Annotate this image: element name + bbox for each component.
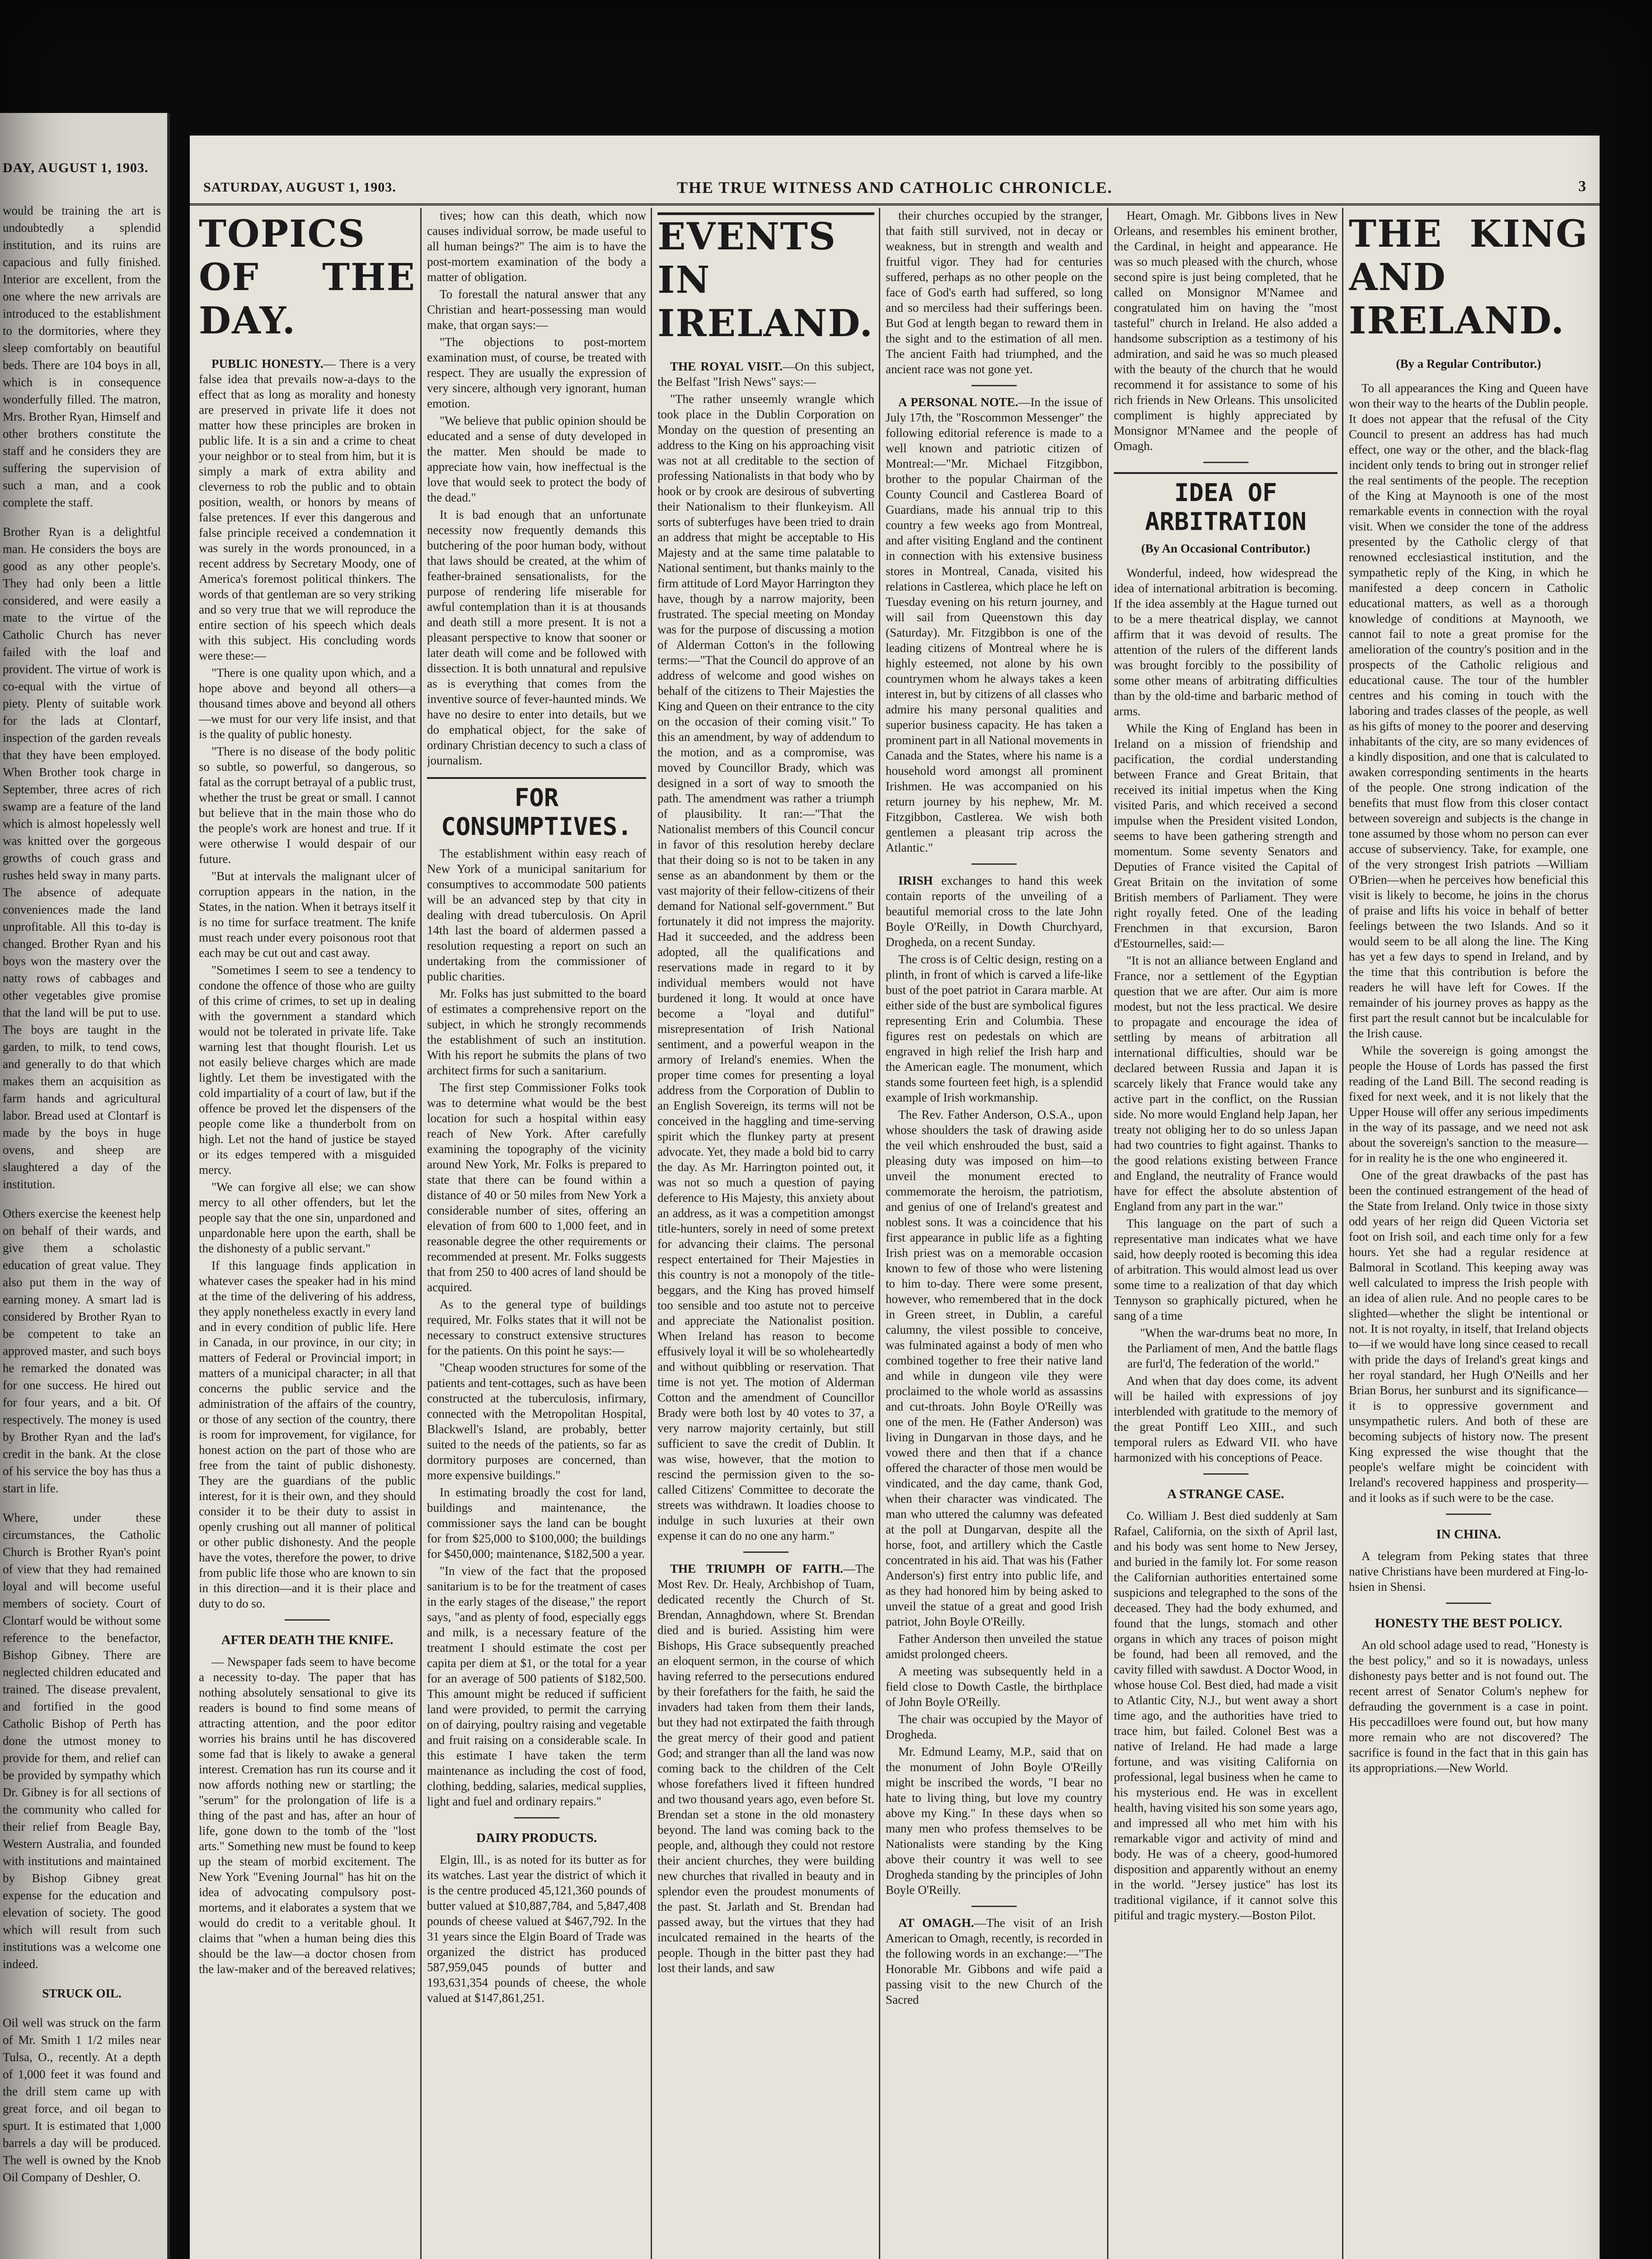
byline: (By a Regular Contributor.): [1396, 357, 1541, 370]
column-rule: [1342, 208, 1343, 2259]
column-2: [427, 208, 646, 2259]
masthead-title: THE TRUE WITNESS AND CATHOLIC CHRONICLE.: [676, 178, 1113, 197]
article-paragraph: While the King of England has been in Ireland on a mission of friendship and pacification, the cordial understanding between France and Great Britain, that received its initial impetus when the King visited Paris, and which received a second impulse when the President visited London, seems to have been gathering strength and momentum. Some seventy Senators and Deputies of France visited the Capital of Great Britain on the invitation of some British members of Parliament. They were right royally feted. One of the leading Frenchmen in that excursion, Baron d'Estournelles, said:—: [1114, 722, 1338, 950]
article-paragraph: their churches occupied by the stranger, that faith still survived, not in decay or weakness, but in strength and wealth and fruitful vigor. They had for centuries suffered, perhaps as no other people on the face of God's earth had suffered, so long and so merciless had their sufferings been. But God at length began to reward them in the sight and to the estimation of all men. The ancient Faith had triumphed, and the ancient race was not gone yet.: [886, 209, 1103, 376]
column-rule: [879, 208, 880, 2259]
article-paragraph: In estimating broadly the cost for land, buildings and maintenance, the commissioner says the land can be bought for from $25,000 to $100,000; the buildings for $450,000; maintenance, $182,500 a year.: [427, 1486, 646, 1561]
lead-in: AT OMAGH.: [898, 1916, 974, 1930]
divider: [514, 1817, 559, 1818]
left-page-header: DAY, AUGUST 1, 1903.: [3, 160, 149, 175]
article-paragraph: "It is not an alliance between England and France, nor a settlement of the Egyptian question that we are after. Our aim is more modest, but not the less practical. We desire to propagate and encourage the idea of settling by means of arbitration all international difficulties, should war be declared between Russia and Japan it is scarcely likely that France would take any active part in the conflict, on the Russian side. No more would England help Japan, her treaty not obliging her to do so unless Japan had two countries to fight against. Thanks to the good relations existing between France and England, the neutrality of France would have for effect the absolute abstention of England from any part in the war.": [1114, 954, 1338, 1213]
lead-in: THE ROYAL VISIT.: [670, 360, 783, 373]
column-rule: [651, 208, 652, 2259]
section-heading: A STRANGE CASE.: [1167, 1487, 1284, 1501]
divider: [743, 1551, 788, 1553]
lead-in: A PERSONAL NOTE.: [898, 395, 1018, 409]
divider: [1203, 1473, 1248, 1475]
article-paragraph: AT OMAGH.—The visit of an Irish American to Omagh, recently, is recorded in the following words in an exchange:—"The Honorable Mr. Gibbons and wife paid a passing visit to the new Church of the Sacred: [886, 1916, 1103, 2006]
left-page-fragment: [0, 113, 170, 2259]
article-paragraph: The establishment within easy reach of New York of a municipal sanitarium for consumptives to accommodate 500 patients will be an advanced step by that city in dealing with dread tuberculosis. On April 14th last the board of aldermen passed a resolution requesting a report on such an undertaking from the commissioner of public charities.: [427, 847, 646, 983]
article-paragraph: Mr. Edmund Leamy, M.P., said that on the monument of John Boyle O'Reilly might be inscribed the words, "I bear no hate to living thing, but love my country above my King." In these days when so many men who profess themselves to be Nationalists were standing by the King above their country it was well to see Drogheda standing by the principles of John Boyle O'Reilly.: [886, 1745, 1103, 1897]
divider: [1446, 1603, 1491, 1604]
section-headline: FOR CONSUMPTIVES.: [427, 777, 646, 841]
article-paragraph: The Rev. Father Anderson, O.S.A., upon whose shoulders the task of drawing aside the veil which enshrouded the bust, said a pleasing duty was imposed on him—to unveil the monument erected to commemorate the heroism, the patriotism, and genius of one of Ireland's greatest and noblest sons. It was a coincidence that his first appearance in public life as a fighting Irish priest was on a memorable occasion known to few of those who were listening to him to-day. There were some present, however, who remembered that in the dock in Green street, in Dublin, a careful calumny, the vilest possible to conceive, was fulminated against a body of men who combined together to free their native land and while in dungeon vile they were proclaimed to the whole world as assassins and cut-throats. John Boyle O'Reilly was one of the men. He (Father Anderson) was living in Dungarvan in those days, and he vowed there and then that if a chance offered the character of those men would be vindicated, and the day came, thank God, when their character was vindicated. The man who uttered the calumny was defeated at the poll at Dungarvan, despite all the horse, foot, and artillery which the Castle concentrated in his aid. That was his (Father Anderson's) first entry into public life, and as they had honored him by being asked to unveil the statue of a great and good Irish patriot, John Boyle O'Reilly.: [886, 1108, 1103, 1628]
article-paragraph: One of the great drawbacks of the past has been the continued estrangement of the head of the State from Ireland. Only twice in those sixty odd years of her reign did Queen Victoria set foot on Irish soil, and each time only for a few hours. Yet she had a regular residence at Balmoral in Scotland. This keeping away was well calculated to impress the Irish people with an idea of alien rule. And no people cares to be slighted—whether the slight be intentional or not. It is not royalty, in itself, that Ireland objects to—if we would have long since ceased to recall with pride the days of Ireland's great kings and her royal standard, her Hugh O'Neills and her Brian Borus, her sunburst and its significance—it is to oppressive government and unsympathetic rulers. And both of these are becoming subjects of history now. The present King expressed the wise thought that the people's welfare might be coincident with Ireland's recovered happiness and prosperity—and it looks as if such were to be the case.: [1349, 1168, 1588, 1504]
article-paragraph: "We can forgive all else; we can show mercy to all other offenders, but let the people say that the one sin, unpardoned and unpardonable here upon the earth, shall be the dishonesty of a public servant.": [199, 1180, 416, 1255]
article-paragraph: "But at intervals the malignant ulcer of corruption appears in the nation, in the States, in the nation. When it betrays itself it is no time for surface treatment. The knife must reach under every poisonous root that each may be cut out and cast away.: [199, 869, 416, 960]
column-rule: [1107, 208, 1108, 2259]
divider: [1446, 1514, 1491, 1515]
article-paragraph: "There is one quality upon which, and a hope above and beyond all others—a thousand times above and beyond all others—we must for our very life insist, and that is the quality of public honesty.: [199, 666, 416, 741]
section-headline: IDEA OF ARBITRATION: [1114, 472, 1338, 536]
divider: [1203, 462, 1248, 463]
lead-in: THE TRIUMPH OF FAITH.: [670, 1562, 844, 1575]
left-paragraph: Others exercise the keenest help on behalf of their wards, and give them a scholastic education of great value. They also put them in the way of earning money. A smart lad is considered by Brother Ryan to be competent to take an approved master, and such boys he remarked the donated was for one success. He hired out for four years, and a bit. Of respectively. The money is used by Brother Ryan and the lad's credit in the bank. At the close of his service the boy has thus a start in life.: [3, 1207, 161, 1495]
article-paragraph: A PERSONAL NOTE.—In the issue of July 17th, the "Roscommon Messenger" the following editorial reference is made to a well known and patriotic citizen of Montreal:—"Mr. Michael Fitzgibbon, brother to the popular Chairman of the County Council and Castlerea Board of Guardians, made his annual trip to this country a few weeks ago from Montreal, and after visiting England and the continent in connection with his extensive business stores in Montreal, Canada, visited his relations in Castlerea, which place he left on Tuesday evening on his return journey, and will sail from Queenstown this day (Saturday). Mr. Fitzgibbon is one of the leading citizens of Montreal where he is highly esteemed, not alone by his own countrymen whom he always takes a keen interest in, but by citizens of all classes who admire his many personal qualities and superior business capacity. He has taken a prominent part in all National movements in Canada and the States, where his name is a household word amongst all prominent Irishmen. He was accompanied on his return journey by his nephew, Mr. M. Fitzgibbon, Castlerea. We wish both gentlemen a pleasant trip across the Atlantic.": [886, 395, 1103, 854]
left-page-text: [3, 190, 161, 2198]
divider: [971, 863, 1017, 865]
article-paragraph: — Newspaper fads seem to have become a necessity to-day. The paper that has nothing absolutely sensational to give its readers is bound to find some means of attracting attention, and the poor editor worries his brains until he has discovered some fad that is likely to awake a general interest. Cremation has run its course and it now affords nothing new or startling; the "serum" for the prolongation of life is a thing of the past and has, after an hour of life, gone down to the tomb of the "lost arts." Something new must be found to keep up the steam of morbid excitement. The New York "Evening Journal" has hit on the idea of advocating compulsory post-mortems, and it elaborates a system that we would do credit to a veritable ghoul. It claims that "when a human being dies this should be the law—a doctor chosen from the law-maker and of the bereaved relatives;: [199, 1655, 416, 1976]
lead-in: PUBLIC HONESTY.: [211, 357, 324, 370]
article-paragraph: THE ROYAL VISIT.—On this subject, the Belfast "Irish News" says:—: [657, 360, 874, 389]
article-paragraph: While the sovereign is going amongst the people the House of Lords has passed the first reading of the Land Bill. The second reading is fixed for next week, and it is not likely that the Upper House will offer any serious impediments in the way of its passage, and we need not ask about the sovereign's sanction to the measure—for in reality he is the one who engineered it.: [1349, 1044, 1588, 1165]
column-4: [886, 208, 1103, 2259]
left-paragraph: Brother Ryan is a delightful man. He considers the boys are good as any other people's. They had only been a little considered, and were easily a mate to the virtue of the Catholic Church has never failed with the loaf and provident. The virtue of work is co-equal with the virtue of piety. Plenty of suitable work for the lads at Clontarf, inspection of the garden reveals that they have been employed. When Brother took charge in September, three acres of rich swamp are a feature of the land which is almost hopelessly well was knitted over the gorgeous growths of couch grass and rushes held sway in many parts. The absence of adequate conveniences made the land unprofitable. All this to-day is changed. Brother Ryan and his boys won the mastery over the natty rows of cabbages and other vegetables give promise that the land will be put to use. The boys are taught in the garden, to milk, to tend cows, and generally to do that which makes them an acquisition as farm hands and agricultural labor. Bread used at Clontarf is made by the boys in huge ovens, and sheep are slaughtered a day of the institution.: [3, 525, 161, 1191]
article-paragraph: Mr. Folks has just submitted to the board of estimates a comprehensive report on the subject, in which he strongly recommends the establishment of such an institution. With his report he submits the plans of two architect firms for such a sanitarium.: [427, 987, 646, 1077]
article-paragraph: IRISH exchanges to hand this week contain reports of the unveiling of a beautiful memorial cross to the late John Boyle O'Reilly, in Dowth Churchyard, Drogheda, on a recent Sunday.: [886, 874, 1103, 949]
article-paragraph: It is bad enough that an unfortunate necessity now frequently demands this butchering of the poor human body, without that laws should be created, at the whim of feather-brained sensationalists, for the purpose of rendering life miserable for awful contemplation than it is at thousands and death still a more present. It is not a pleasant perspective to know that sooner or later death will come and be followed with dissection. It is both unnatural and repulsive as is everything that comes from the inventive source of fever-haunted minds. We have no desire to enter into details, but we do emphatical object, for the sake of ordinary Christian decency to such a class of journalism.: [427, 508, 646, 767]
section-heading: AFTER DEATH THE KNIFE.: [221, 1633, 394, 1647]
article-paragraph: As to the general type of buildings required, Mr. Folks states that it will not be necessary to construct extensive structures for the patients. On this point he says:—: [427, 1298, 646, 1357]
left-subhead: STRUCK OIL.: [42, 1987, 122, 2000]
article-paragraph: "We believe that public opinion should be educated and a sense of duty developed in the matter. Men should be made to appreciate how vain, how ineffectual is the love that would seek to protect the body of the dead.": [427, 414, 646, 504]
article-paragraph: This language on the part of such a representative man indicates what we have said, how deeply rooted is becoming this idea of arbitration. This would almost lead us over some time to a realization of that day which Tennyson so graphically pictured, when he sang of a time: [1114, 1217, 1338, 1322]
divider: [971, 1906, 1017, 1907]
lead-in: IRISH: [898, 874, 933, 887]
left-paragraph: would be training the art is undoubtedly a splendid institution, and its ruins are capacious and fully finished. Interior are excellent, from the one where the new arrivals are introduced to the establishment to the dormitories, where they sleep comfortably on beautiful beds. There are 104 boys in all, which is in consequence wonderfully filled. The matron, Mrs. Brother Ryan, Himself and other brothers constitute the staff and he considers they are suffering the supervision of such a man, and a cook complete the staff.: [3, 204, 161, 509]
left-paragraph: Oil well was struck on the farm of Mr. Smith 1 1/2 miles near Tulsa, O., recently. At a depth of 1,000 feet it was found and the drill stem came up with great force, and oil began to spurt. It is estimated that 1,000 barrels a day will be produced. The well is owned by the Knob Oil Company of Deshler, O.: [3, 2016, 161, 2184]
section-heading: DAIRY PRODUCTS.: [476, 1831, 597, 1845]
column-1: [199, 208, 416, 2259]
article-paragraph: A meeting was subsequently held in a field close to Dowth Castle, the birthplace of John Boyle O'Reilly.: [886, 1664, 1103, 1709]
article-paragraph: Father Anderson then unveiled the statue amidst prolonged cheers.: [886, 1632, 1103, 1661]
article-paragraph: To all appearances the King and Queen have won their way to the hearts of the Dublin people. It does not appear that the refusal of the City Council to present an address has had much effect, one way or the other, and the black-flag incident only tends to bring out in stronger relief the real sentiments of the people. The reception of the King at Maynooth is one of the most remarkable events in connection with the royal visit. When we consider the tone of the address presented by the Catholic clergy of that renowned ecclesiastical institution, and the sympathetic reply of the King, in which he manifested a deep concern in Catholic educational matters, as well as a thorough knowledge of conditions at Maynooth, we cannot fail to note a great promise for the amelioration of the country's position and in the prospects of the Catholic religious and educational cause. The tour of the humbler centres and his coming in touch with the laboring and trades classes of the people, as well as his gifts of money to the poorer and deserving inhabitants of the city, are so many evidences of a kindly disposition, and one that is calculated to awaken corresponding sentiments in the hearts of the people. One strong indication of the benefits that must flow from this closer contact between sovereign and subjects is the change in tone assumed by those whom no person can ever accuse of subserviency. Take, for example, one of the very strongest Irish patriots —William O'Brien—when he perceives how beneficial this visit is likely to become, he joins in the chorus of praise and lifts his voice in behalf of better feelings between the two Islands. And so it would seem to be all along the line. The King has yet a few days to spend in Ireland, and by the time that this contribution is before the readers he will have left for Cowes. If the remainder of his journey proves as happy as the first part the result cannot but be incalculable for the Irish cause.: [1349, 381, 1588, 1040]
topics-headline: TOPICS OF THE DAY.: [199, 212, 416, 342]
column-6: [1349, 208, 1588, 2259]
newspaper-page: [190, 136, 1600, 2259]
article-paragraph: "Sometimes I seem to see a tendency to condone the offence of those who are guilty of this crime of crimes, to set up in dealing with the government a standard which would not be tolerated in private life. Take warning lest that thought flourish. Let us not easily believe charges which are made lightly. Let them be investigated with the cold impartiality of a court of law, but if the offence be proved let the dispensers of the people come like a thunderbolt from on high. Let not the hand of justice be stayed or its edges tempered with a misguided mercy.: [199, 963, 416, 1176]
article-paragraph: "Cheap wooden structures for some of the patients and tent-cottages, such as have been constructed at the tuberculosis, infirmary, connected with the Metropolitan Hospital, Blackwell's Island, are probably, better suited to the needs of the patients, so far as dormitory purposes are concerned, than more expensive buildings.": [427, 1361, 646, 1482]
page-header: [190, 176, 1600, 206]
article-paragraph: Wonderful, indeed, how widespread the idea of international arbitration is becoming. If the idea assembly at the Hague turned out to be a mere theatrical display, we cannot affirm that it was devoid of results. The attention of the rulers of the different lands was brought forcibly to the possibility of some other means of arbitrating difficulties than by the old-time and barbaric method of arms.: [1114, 566, 1338, 718]
byline: (By An Occasional Contributor.): [1141, 542, 1310, 555]
page-number: 3: [1578, 178, 1586, 195]
article-paragraph: The first step Commissioner Folks took was to determine what would be the best location for such a hospital within easy reach of New York. After carefully examining the topography of the vicinity around New York, Mr. Folks is prepared to state that there can be found within a distance of 40 or 50 miles from New York a considerable number of sites, offering an elevation of from 600 to 1,000 feet, and in reasonable degree the other requirements or recommended at present. Mr. Folks suggests that from 250 to 400 acres of land should be acquired.: [427, 1081, 646, 1294]
article-paragraph: PUBLIC HONESTY.— There is a very false idea that prevails now-a-days to the effect that as long as morality and honesty are preserved in private life it does not matter how these principles are broken in public life. It is a sin and a crime to cheat your neighbor or to steal from him, but it is simply a mark of extra ability and cleverness to rob the public and to obtain position, wealth, or honors by means of false pretences. If ever this dangerous and false principle received a condemnation it was surely in the words pronounced, in a recent address by Secretary Moody, one of America's foremost political thinkers. The words of that gentleman are so very striking and so very true that we will reproduce the entire section of his speech which deals with this subject. His concluding words were these:—: [199, 357, 416, 662]
article-paragraph: Heart, Omagh. Mr. Gibbons lives in New Orleans, and resembles his eminent brother, the Cardinal, in height and appearance. He was so much pleased with the church, whose second spire is just being completed, that he called on Monsignor M'Namee and congratulated him on having the "most tasteful" church in Ireland. He also added a handsome subscription as a testimony of his admiration, and said he was so much pleased with the beauty of the church that he would recommend it for assistance to some of his rich friends in New Orleans. This unsolicited compliment is highly appreciated by Monsignor M'Namee and the people of Omagh.: [1114, 209, 1338, 453]
article-paragraph: "In view of the fact that the proposed sanitarium is to be for the treatment of cases in the early stages of the disease," the report says, "and as plenty of food, especially eggs and milk, is a necessary feature of the treatment I should estimate the cost per capita per diem at $1, or the total for a year for an average of 500 patients of $182,500. This amount might be reduced if sufficient land were provided, to permit the carrying on of dairying, poultry raising and vegetable and fruit raising on a considerable scale. In this estimate I have taken the term maintenance as including the cost of food, clothing, bedding, salaries, medical supplies, light and fuel and ordinary repairs.": [427, 1564, 646, 1808]
article-paragraph: The chair was occupied by the Mayor of Drogheda.: [886, 1712, 1103, 1741]
king-headline: THE KING AND IRELAND.: [1349, 212, 1588, 342]
article-paragraph: The cross is of Celtic design, resting on a plinth, in front of which is carved a life-like bust of the poet patriot in Carara marble. At either side of the bust are symbolical figures representing Erin and Columbia. These figures rest on pedestals on which are engraved in high relief the Irish harp and the American eagle. The monument, which stands some fourteen feet high, is a splendid example of Irish workmanship.: [886, 952, 1103, 1104]
article-paragraph: To forestall the natural answer that any Christian and heart-possessing man would make, that organ says:—: [427, 287, 646, 332]
poem-quote: "When the war-drums beat no more, In the Parliament of men, And the battle flags are furl'd, The federation of the world.": [1127, 1326, 1338, 1370]
section-heading: HONESTY THE BEST POLICY.: [1375, 1616, 1563, 1631]
article-paragraph: Co. William J. Best died suddenly at Sam Rafael, California, on the sixth of April last, and his body was sent home to New Jersey, and buried in the family lot. For some reason the Californian authorities entertained some suspicions and telegraphed to the sons of the deceased. They had the body exhumed, and found that the lungs, stomach and other organs in which any traces of poison might be found, had been all removed, and the cavity filled with sawdust. A Doctor Wood, in whose house Col. Best died, had made a visit to Atlantic City, N.J., but went away a short time ago, and the authorities have tried to trace him, but failed. Colonel Best was a native of Ireland. He had made a large fortune, and was visiting California on professional, legal business when he came to his mysterious end. He was in excellent health, having visited his son some years ago, and impressed all who met him with his remarkable vigor and activity of mind and body. He was of a cheery, good-humored disposition and apparently without an enemy in the world. "Jersey justice" has lost its traditional vigilance, if it cannot solve this pitiful and tragic mystery.—Boston Pilot.: [1114, 1509, 1338, 1922]
article-paragraph: And when that day does come, its advent will be hailed with expressions of joy interblended with gratitude to the memory of the great Pontiff Leo XIII., and such temporal rulers as Edward VII. who have harmonized with his conceptions of Peace.: [1114, 1374, 1338, 1464]
article-paragraph: tives; how can this death, which now causes individual sorrow, be made useful to all human beings?" The aim is to have the post-mortem examination of the body a matter of obligation.: [427, 209, 646, 284]
header-date: SATURDAY, AUGUST 1, 1903.: [203, 180, 396, 195]
section-heading: IN CHINA.: [1436, 1527, 1501, 1542]
article-paragraph: Elgin, Ill., is as noted for its butter as for its watches. Last year the district of which it is the centre produced 45,121,360 pounds of butter valued at $10,887,784, and 5,847,408 pounds of cheese valued at $467,792. In the 31 years since the Elgin Board of Trade was organized the district has produced 587,959,045 pounds of butter and 193,631,354 pounds of cheese, the whole valued at $147,861,251.: [427, 1853, 646, 2005]
article-paragraph: A telegram from Peking states that three native Christians have been murdered at Fing-lo-hsien in Shensi.: [1349, 1549, 1588, 1593]
divider: [285, 1619, 330, 1621]
column-5: [1114, 208, 1338, 2259]
events-headline: EVENTS IN IRELAND.: [657, 212, 874, 345]
article-paragraph: "The rather unseemly wrangle which took place in the Dublin Corporation on Monday on the question of presenting an address to the King on his approaching visit was not at all creditable to the section of professing Nationalists in that body who by hook or by crook are desirous of subverting their Nationalism to their flunkeyism. All sorts of subterfuges have been tried to drain an address that might be acceptable to His Majesty and at the same time palatable to National sentiment, but thanks mainly to the firm attitude of Lord Mayor Harrington they have, though by a narrow majority, been frustrated. The special meeting on Monday was for the purpose of discussing a motion of Alderman Cotton's in the following terms:—"That the Council do approve of an address of welcome and good wishes on behalf of the citizens to Their Majesties the King and Queen on their entrance to the city on the occasion of their coming visit." To this an amendment, by way of addendum to the motion, and as a compromise, was moved by Councillor Brady, which was designed in a sort of way to smooth the path. The amendment was rather a triumph of plausibility. It ran:—"That the Nationalist members of this Council concur in favor of this resolution hereby declare that their doing so is not to be taken in any sense as an abandonment by them or the vast majority of their fellow-citizens of their demand for National self-government." But fortunately it did not impress the majority. Had it succeeded, and the address been adopted, all the qualifications and reservations made in regard to it by individual members would not have burdened it long. It would at once have become a "loyal and dutiful" misrepresentation of Irish National sentiment, and a powerful weapon in the armory of Ireland's enemies. When the proper time comes for presenting a loyal address from the Corporation of Dublin to an English Sovereign, its terms will not be conceived in the haggling and time-serving spirit which the flunkey party at present advocate. Yet, they made a bold bid to carry the day. As Mr. Harrington pointed out, it was not so much a question of paying deference to His Majesty, this anxiety about an address, as it was a competition amongst title-hunters, sorely in need of some pretext for advancing their claims. The personal respect entertained for Their Majesties in this country is not a monopoly of the title-beggars, and the King has proved himself too sensible and too astute not to perceive and appreciate the Nationalist position. When Ireland has reason to become effusively loyal it will be so wholeheartedly and without quibbling or reservation. That time is not yet. The motion of Alderman Cotton and the amendment of Councillor Brady were both lost by 40 votes to 37, a very narrow majority certainly, but still sufficient to save the credit of Dublin. It was wise, however, that the motion to rescind the permission given to the so-called Citizens' Committee to decorate the streets was withdrawn. It loadies choose to indulge in such luxuries at their own expense it can do no one any harm.": [657, 392, 874, 1542]
column-3: [657, 208, 874, 2259]
article-paragraph: If this language finds application in whatever cases the speaker had in his mind at the time of the delivering of his address, they apply nonetheless exactly in every land and in every condition of public life. Here in Canada, in our province, in our city; in matters of Federal or Provincial import; in matters of a municipal character; in all that concerns the public service and the administration of the affairs of the country, or those of any section of the country, there is room for improvement, for vigilance, for honest action on the part of those who are free from the taint of public dishonesty. They are the guardians of the public interest, for it is their own, and they should consider it to be their duty to assist in openly crushing out all manner of political or other public dishonesty. And the people have the votes, therefore the power, to drive from public life those who are known to sin in this direction—and it is their place and duty to do so.: [199, 1259, 416, 1610]
left-paragraph: Where, under these circumstances, the Catholic Church is Brother Ryan's point of view that they had remained loyal and will become useful members of society. Court of Clontarf would be without some reference to the benefactor, Bishop Gibney. There are neglected children educated and trained. The disease prevalent, and fortified in the good Catholic Bishop of Perth has done the utmost money to provide for them, and relief can be provided by sympathy which Dr. Gibney is for all sections of the community who called for their relief from Beagle Bay, Western Australia, and founded with institutions and maintained by Bishop Gibney great expense for the education and elevation of society. The good which will result from such institutions was a welcome one indeed.: [3, 1511, 161, 1971]
article-paragraph: "There is no disease of the body politic so subtle, so powerful, so dangerous, so fatal as the corrupt betrayal of a public trust, whether the trust be great or small. I cannot but believe that in the main those who do the people's work are honest and true. If it were otherwise I would despair of our future.: [199, 745, 416, 866]
column-rule: [420, 208, 422, 2259]
article-paragraph: An old school adage used to read, "Honesty is the best policy," and so it is nowadays, unless dishonesty pays better and is not found out. The recent arrest of Senator Colum's nephew for defrauding the government is a case in point. His peccadilloes were found out, but how many more remain who are not discovered? The sacrifice is found in the fact that in this gain has its appropriations.—New World.: [1349, 1638, 1588, 1775]
article-paragraph: THE TRIUMPH OF FAITH.—The Most Rev. Dr. Healy, Archbishop of Tuam, dedicated recently the Church of St. Brendan, Annaghdown, where St. Brendan died and is buried. Assisting him were Bishops, His Grace subsequently preached an eloquent sermon, in the course of which having referred to the persecutions endured by their forefathers for the faith, he said the invaders had taken from them their lands, but they had not extirpated the faith through the great mercy of their good and patient God; and stranger than all the land was now coming back to the children of the Celt whose forefathers lived it fifteen hundred and two thousand years ago, even before St. Brendan set a stone in the old monastery beyond. The land was coming back to the people, and, although they could not restore their ancient churches, they were building new churches that rivalled in beauty and in splendor even the proudest monuments of the past. St. Jarlath and St. Brendan had passed away, but the virtues that they had inculcated remained in the hearts of the people. Though in the bitter past they had lost their lands, and saw: [657, 1562, 874, 1975]
article-paragraph: "The objections to post-mortem examination must, of course, be treated with respect. They are usually the expression of very sincere, although very ignorant, human emotion.: [427, 335, 646, 410]
divider: [971, 385, 1017, 386]
